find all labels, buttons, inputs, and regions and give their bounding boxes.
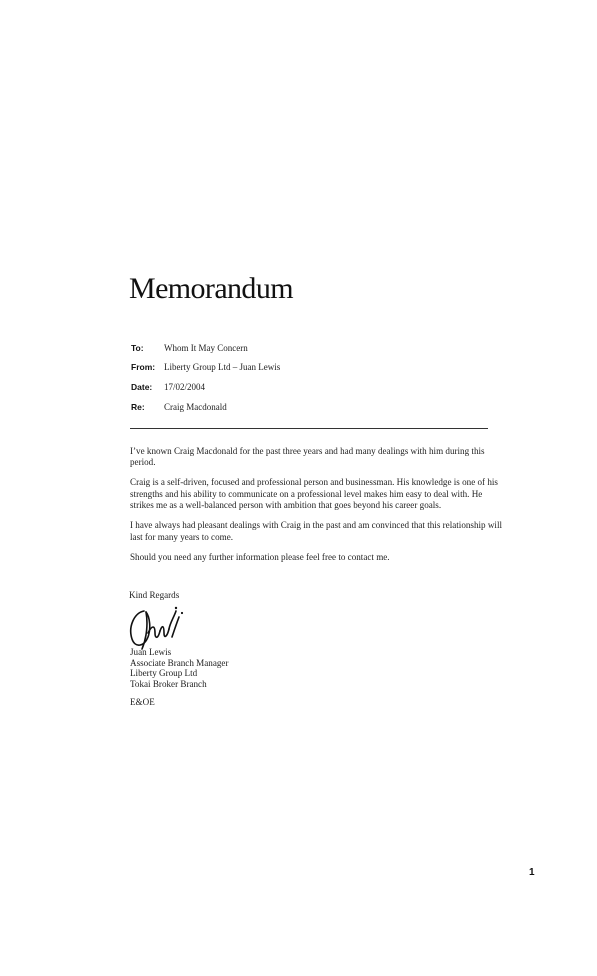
page-number: 1 [529,867,535,878]
footer-note: E&OE [130,697,155,707]
memo-field-to [131,338,280,358]
field-value: Liberty Group Ltd – Juan Lewis [164,362,281,373]
field-value: Whom It May Concern [164,342,248,353]
signatory-name: Juan Lewis [130,647,172,657]
signature-block [130,647,228,689]
header-divider [130,428,488,429]
body-paragraph: Should you need any further information please feel free to contact me. [130,551,390,562]
field-label: To: [131,342,144,353]
field-label: Re: [131,401,145,412]
field-value: Craig Macdonald [164,401,227,412]
signatory-branch: Tokai Broker Branch [130,678,207,689]
memo-header-fields [131,338,280,416]
field-label: Date: [131,381,153,392]
body-paragraph: I’ve known Craig Macdonald for the past three years and had many dealings with him during this period. [130,446,485,468]
closing-text: Kind Regards [129,590,180,600]
memo-title: Memorandum [129,272,293,305]
signatory-position: Associate Branch Manager [130,657,229,668]
memo-field-re [131,397,280,417]
field-label: From: [131,362,156,373]
body-paragraph: I have always had pleasant dealings with Craig in the past and am convinced that this relationship will last for many years to come. [130,520,502,542]
memo-body [130,446,502,572]
memo-field-from [131,358,280,378]
body-paragraph: Craig is a self-driven, focused and professional person and businessman. His knowledge is one of his strengths and his ability to communicate on a professional level makes him easy to deal with. He strikes me as a well-balanced person with ambition that goes beyond his career goals. [130,477,498,511]
memo-field-date [131,377,280,397]
field-value: 17/02/2004 [164,381,206,392]
signatory-company: Liberty Group Ltd [130,668,198,679]
